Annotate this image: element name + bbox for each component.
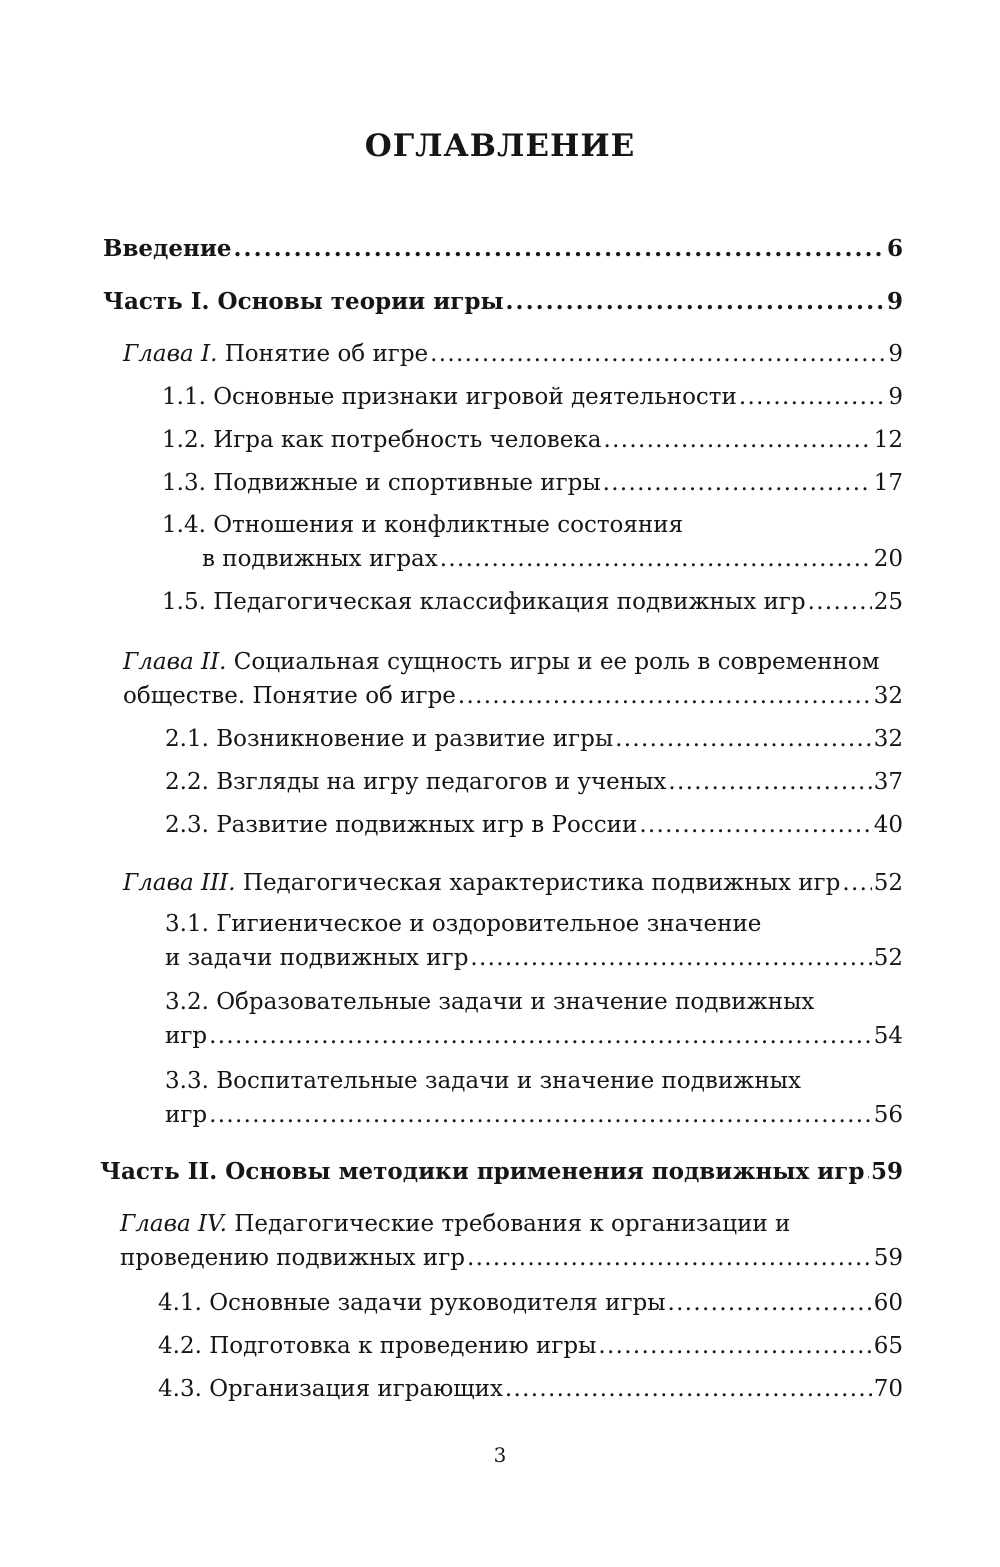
toc-page-number: 32	[873, 683, 903, 709]
leader-dots	[209, 1019, 872, 1053]
toc-page-number: 56	[873, 1102, 903, 1128]
leader-dots	[603, 423, 871, 457]
toc-entry-label-line-1: 3.3. Воспитательные задачи и значение подвижных	[165, 1068, 801, 1094]
toc-entry-label: 1.1. Основные признаки игровой деятельности	[162, 384, 737, 410]
toc-page-number: 6	[886, 235, 903, 262]
toc-entry-label: 4.2. Подготовка к проведению игры	[158, 1333, 597, 1359]
toc-page-number: 52	[873, 870, 903, 896]
toc-entry-section-2-3[interactable]	[165, 808, 903, 842]
toc-entry-label: 2.3. Развитие подвижных игр в России	[165, 812, 638, 838]
chapter-keyword: Глава I.	[123, 341, 218, 367]
toc-entry-section-2-2[interactable]	[165, 765, 903, 799]
leader-dots	[506, 285, 885, 319]
toc-entry-label-line-1: 1.4. Отношения и конфликтные состояния	[162, 512, 684, 538]
toc-entry-label: Часть II. Основы методики применения подвижных игр	[100, 1158, 865, 1185]
toc-page-number: 32	[873, 726, 903, 752]
toc-entry-label: Педагогическая характеристика подвижных игр	[242, 870, 841, 896]
leader-dots	[842, 866, 871, 900]
leader-dots	[470, 941, 871, 975]
toc-entry-section-1-4[interactable]	[162, 508, 903, 576]
leader-dots	[209, 1098, 872, 1132]
toc-entry-chapter-4[interactable]	[120, 1207, 903, 1275]
toc-entry-section-1-1[interactable]	[162, 380, 903, 414]
toc-entry-label-line-1: 3.2. Образовательные задачи и значение подвижных	[165, 989, 815, 1015]
toc-entry-label: Введение	[103, 235, 232, 262]
toc-entry-section-1-5[interactable]	[162, 585, 903, 619]
toc-entry-label: 1.3. Подвижные и спортивные игры	[162, 470, 601, 496]
leader-dots	[639, 808, 871, 842]
toc-entry-label: 4.3. Организация играющих	[158, 1376, 503, 1402]
toc-entry-chapter-3[interactable]	[123, 866, 903, 900]
toc-entry-label: 1.5. Педагогическая классификация подвижных игр	[162, 589, 806, 615]
toc-entry-section-1-3[interactable]	[162, 466, 903, 500]
toc-page-number: 9	[886, 288, 903, 315]
toc-page-number: 12	[873, 427, 903, 453]
leader-dots	[458, 679, 872, 713]
toc-entry-label: 2.1. Возникновение и развитие игры	[165, 726, 614, 752]
toc-page-number: 52	[873, 945, 903, 971]
toc-entry-label-line-2: обществе. Понятие об игре	[123, 683, 456, 709]
toc-entry-section-4-1[interactable]	[158, 1286, 903, 1320]
toc-entry-label: Часть I. Основы теории игры	[103, 288, 504, 315]
toc-entry-label-line-1: Педагогические требования к организации и	[234, 1211, 791, 1237]
leader-dots	[430, 337, 886, 371]
leader-dots	[739, 380, 887, 414]
toc-page-number: 60	[873, 1290, 903, 1316]
leader-dots	[467, 1241, 872, 1275]
toc-entry-label-line-2: игр	[165, 1102, 208, 1128]
toc-entry-label: 2.2. Взгляды на игру педагогов и ученых	[165, 769, 667, 795]
toc-entry-part-1[interactable]	[103, 285, 903, 319]
toc-entry-label-line-2: в подвижных играх	[202, 546, 438, 572]
toc-entry-label: 4.1. Основные задачи руководителя игры	[158, 1290, 666, 1316]
toc-page-number: 17	[873, 470, 903, 496]
leader-dots	[440, 542, 872, 576]
toc-page-number: 9	[888, 384, 903, 410]
toc-page-number: 59	[870, 1158, 903, 1185]
toc-page-number: 20	[873, 546, 903, 572]
toc-page-number: 37	[873, 769, 903, 795]
leader-dots	[866, 1155, 869, 1189]
chapter-keyword: Глава III.	[123, 870, 236, 896]
leader-dots	[615, 722, 872, 756]
toc-page-number: 70	[873, 1376, 903, 1402]
toc-entry-label: Понятие об игре	[224, 341, 429, 367]
toc-entry-section-2-1[interactable]	[165, 722, 903, 756]
toc-page-number: 54	[873, 1023, 903, 1049]
toc-entry-part-2[interactable]	[100, 1155, 903, 1189]
toc-entry-label: 1.2. Игра как потребность человека	[162, 427, 602, 453]
toc-entry-label-line-2: и задачи подвижных игр	[165, 945, 469, 971]
chapter-keyword: Глава IV.	[120, 1211, 227, 1237]
toc-entry-intro[interactable]	[103, 232, 903, 266]
leader-dots	[603, 466, 872, 500]
toc-entry-label-line-2: проведению подвижных игр	[120, 1245, 466, 1271]
toc-entry-section-3-1[interactable]	[165, 907, 903, 975]
page-number-footer: 3	[493, 1443, 507, 1467]
page-title: ОГЛАВЛЕНИЕ	[364, 128, 636, 164]
leader-dots	[668, 1286, 872, 1320]
toc-page-number: 59	[873, 1245, 903, 1271]
toc-entry-label-line-1: 3.1. Гигиеническое и оздоровительное значение	[165, 911, 762, 937]
toc-page-number: 25	[873, 589, 903, 615]
leader-dots	[234, 232, 885, 266]
toc-page-number: 65	[873, 1333, 903, 1359]
toc-entry-section-3-3[interactable]	[165, 1064, 903, 1132]
toc-entry-section-4-3[interactable]	[158, 1372, 903, 1406]
leader-dots	[598, 1329, 871, 1363]
toc-entry-chapter-2[interactable]	[123, 645, 903, 713]
toc-entry-label-line-2: игр	[165, 1023, 208, 1049]
leader-dots	[808, 585, 872, 619]
toc-entry-section-1-2[interactable]	[162, 423, 903, 457]
toc-entry-section-3-2[interactable]	[165, 985, 903, 1053]
toc-page-number: 40	[873, 812, 903, 838]
leader-dots	[668, 765, 871, 799]
chapter-keyword: Глава II.	[123, 649, 227, 675]
toc-entry-section-4-2[interactable]	[158, 1329, 903, 1363]
toc-page-number: 9	[888, 341, 903, 367]
leader-dots	[505, 1372, 872, 1406]
toc-entry-label-line-1: Социальная сущность игры и ее роль в современном	[233, 649, 880, 675]
toc-entry-chapter-1[interactable]	[123, 337, 903, 371]
